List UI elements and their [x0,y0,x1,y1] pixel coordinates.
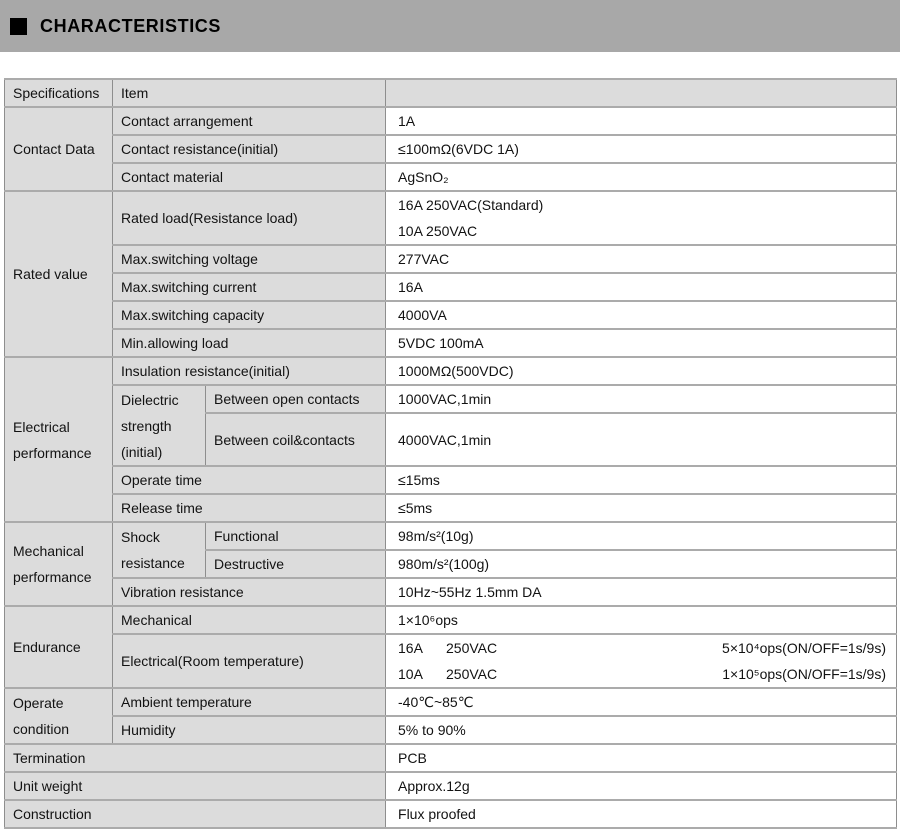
vibration-resistance-value: 10Hz~55Hz 1.5mm DA [386,578,897,606]
endurance-electrical-value [386,634,897,688]
table-row [5,578,897,606]
endurance-ops-2: 1×10⁵ops(ON/OFF=1s/9s) [722,666,886,682]
section-marker-icon [10,18,27,35]
col-header-value-blank [386,79,897,107]
between-open-contacts-item: Between open contacts [206,385,386,413]
group-contact-data: Contact Data [5,107,113,191]
construction-value: Flux proofed [386,800,897,828]
shock-functional-item: Functional [206,522,386,550]
group-rated-value: Rated value [5,191,113,357]
endurance-ops-1: 5×10⁴ops(ON/OFF=1s/9s) [722,640,886,656]
release-time-value: ≤5ms [386,494,897,522]
operate-time-value: ≤15ms [386,466,897,494]
insulation-resistance-value: 1000MΩ(500VDC) [386,357,897,385]
contact-arrangement-value: 1A [386,107,897,135]
table-row [5,606,897,634]
rated-load-value [386,191,897,245]
endurance-electrical-item: Electrical(Room temperature) [113,634,386,688]
max-switching-capacity-value: 4000VA [386,301,897,329]
unit-weight-item: Unit weight [5,772,386,800]
group-endurance: Endurance [5,606,113,688]
table-row [5,744,897,772]
table-row [5,716,897,744]
group-electrical-performance: Electrical performance [5,357,113,522]
rated-load-value-line1: 16A 250VAC(Standard) [398,197,544,213]
table-row [5,466,897,494]
group-mechanical-performance: Mechanical performance [5,522,113,606]
ambient-temperature-item: Ambient temperature [113,688,386,716]
min-allowing-load-item: Min.allowing load [113,329,386,357]
col-header-specifications: Specifications [5,79,113,107]
table-row [5,301,897,329]
contact-material-value: AgSnO₂ [386,163,897,191]
table-row [5,772,897,800]
table-row [5,800,897,828]
table-row [5,135,897,163]
page-title: CHARACTERISTICS [40,15,222,36]
shock-functional-value: 98m/s²(10g) [386,522,897,550]
table-row [5,107,897,135]
insulation-resistance-item: Insulation resistance(initial) [113,357,386,385]
table-header-row [5,79,897,107]
table-row [5,634,897,688]
construction-item: Construction [5,800,386,828]
section-header [0,0,900,52]
shock-destructive-item: Destructive [206,550,386,578]
table-row [5,273,897,301]
contact-material-item: Contact material [113,163,386,191]
shock-resistance-item: Shock resistance [113,522,206,578]
table-row [5,385,897,413]
endurance-mechanical-item: Mechanical [113,606,386,634]
release-time-item: Release time [113,494,386,522]
col-header-item: Item [113,79,386,107]
table-row [5,191,897,245]
ambient-temperature-value: -40℃~85℃ [386,688,897,716]
max-switching-voltage-value: 277VAC [386,245,897,273]
table-row [5,357,897,385]
humidity-item: Humidity [113,716,386,744]
termination-item: Termination [5,744,386,772]
between-coil-contacts-item: Between coil&contacts [206,413,386,466]
max-switching-current-item: Max.switching current [113,273,386,301]
termination-value: PCB [386,744,897,772]
endurance-load-2: 10A 250VAC [398,666,498,682]
table-row [5,245,897,273]
vibration-resistance-item: Vibration resistance [113,578,386,606]
rated-load-value-line2: 10A 250VAC [398,223,478,239]
max-switching-capacity-item: Max.switching capacity [113,301,386,329]
table-row [5,494,897,522]
unit-weight-value: Approx.12g [386,772,897,800]
endurance-mechanical-value: 1×10⁶ops [386,606,897,634]
between-open-contacts-value: 1000VAC,1min [386,385,897,413]
max-switching-voltage-item: Max.switching voltage [113,245,386,273]
endurance-electrical-line1 [398,635,886,661]
operate-time-item: Operate time [113,466,386,494]
min-allowing-load-value: 5VDC 100mA [386,329,897,357]
shock-destructive-value: 980m/s²(100g) [386,550,897,578]
contact-arrangement-item: Contact arrangement [113,107,386,135]
characteristics-table [4,78,897,829]
group-operate-condition: Operate condition [5,688,113,744]
endurance-electrical-line2 [398,661,886,687]
contact-resistance-item: Contact resistance(initial) [113,135,386,163]
max-switching-current-value: 16A [386,273,897,301]
humidity-value: 5% to 90% [386,716,897,744]
table-row [5,522,897,550]
table-row [5,163,897,191]
contact-resistance-value: ≤100mΩ(6VDC 1A) [386,135,897,163]
endurance-load-1: 16A 250VAC [398,640,498,656]
rated-load-item: Rated load(Resistance load) [113,191,386,245]
table-row [5,329,897,357]
table-row [5,688,897,716]
dielectric-strength-item: Dielectric strength (initial) [113,385,206,466]
between-coil-contacts-value: 4000VAC,1min [386,413,897,466]
